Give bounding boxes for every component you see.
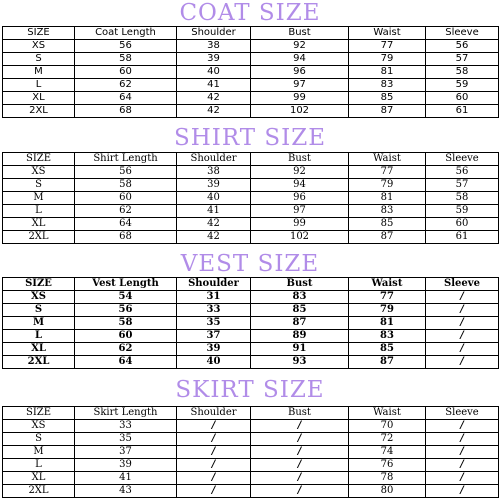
table-cell: 81: [349, 192, 426, 205]
table-cell: 68: [75, 231, 177, 244]
header-cell: Waist: [349, 278, 426, 291]
table-cell: 38: [177, 166, 251, 179]
table-cell: 38: [177, 40, 251, 53]
table-cell: /: [177, 446, 251, 459]
table-cell: 37: [177, 330, 251, 343]
table-cell: 62: [75, 343, 177, 356]
table-cell: 35: [75, 433, 177, 446]
table-cell: 83: [349, 205, 426, 218]
header-cell: Bust: [251, 27, 349, 40]
table-cell: S: [3, 304, 75, 317]
table-cell: 83: [251, 291, 349, 304]
header-cell: Shoulder: [177, 278, 251, 291]
table-cell: 74: [349, 446, 426, 459]
table-cell: 56: [426, 40, 499, 53]
header-cell: SIZE: [3, 407, 75, 420]
table-cell: 60: [75, 330, 177, 343]
table-cell: 72: [349, 433, 426, 446]
table-cell: 62: [75, 79, 177, 92]
table-row: [3, 179, 499, 192]
table-row: [3, 459, 499, 472]
table-cell: 2XL: [3, 231, 75, 244]
table-cell: 41: [177, 205, 251, 218]
table-cell: 2XL: [3, 356, 75, 369]
table-header-row: [3, 27, 499, 40]
table-cell: /: [426, 420, 499, 433]
table-row: [3, 304, 499, 317]
table-cell: /: [177, 433, 251, 446]
table-cell: 39: [75, 459, 177, 472]
table-cell: 68: [75, 105, 177, 118]
header-cell: Shoulder: [177, 27, 251, 40]
table-cell: 56: [75, 40, 177, 53]
header-cell: Bust: [251, 278, 349, 291]
table-cell: 87: [349, 105, 426, 118]
table-cell: /: [426, 472, 499, 485]
table-row: [3, 53, 499, 66]
table-cell: 58: [426, 66, 499, 79]
table-cell: 61: [426, 231, 499, 244]
table-cell: /: [177, 459, 251, 472]
table-cell: 94: [251, 53, 349, 66]
table-cell: /: [251, 420, 349, 433]
table-row: [3, 66, 499, 79]
table-row: [3, 218, 499, 231]
table-cell: 87: [349, 231, 426, 244]
table-cell: 89: [251, 330, 349, 343]
table-cell: 39: [177, 343, 251, 356]
table-cell: 64: [75, 92, 177, 105]
table-cell: 85: [349, 218, 426, 231]
table-cell: L: [3, 459, 75, 472]
table-row: [3, 485, 499, 498]
header-cell: SIZE: [3, 27, 75, 40]
header-cell: Sleeve: [426, 153, 499, 166]
table-header-row: [3, 278, 499, 291]
table-cell: 79: [349, 179, 426, 192]
table-cell: M: [3, 317, 75, 330]
table-cell: XL: [3, 343, 75, 356]
table-cell: 92: [251, 166, 349, 179]
table-cell: 40: [177, 66, 251, 79]
table-cell: 99: [251, 92, 349, 105]
header-cell: Shoulder: [177, 153, 251, 166]
table-cell: 96: [251, 192, 349, 205]
table-cell: 42: [177, 231, 251, 244]
table-cell: 85: [349, 92, 426, 105]
table-cell: 40: [177, 356, 251, 369]
table-cell: 60: [75, 66, 177, 79]
table-row: [3, 79, 499, 92]
table-cell: /: [177, 420, 251, 433]
table-cell: 56: [75, 304, 177, 317]
header-cell: Shirt Length: [75, 153, 177, 166]
shirt-size-table: [2, 152, 499, 244]
table-cell: 39: [177, 53, 251, 66]
table-cell: /: [177, 485, 251, 498]
table-cell: XS: [3, 420, 75, 433]
table-cell: 64: [75, 218, 177, 231]
table-cell: 57: [426, 179, 499, 192]
table-cell: 33: [177, 304, 251, 317]
table-cell: 57: [426, 53, 499, 66]
table-cell: 70: [349, 420, 426, 433]
header-cell: Bust: [251, 153, 349, 166]
table-cell: /: [426, 317, 499, 330]
shirt-size-title: SHIRT SIZE: [173, 125, 327, 151]
coat-size-title: COAT SIZE: [179, 0, 321, 26]
table-cell: 54: [75, 291, 177, 304]
table-row: [3, 205, 499, 218]
table-cell: XS: [3, 291, 75, 304]
table-cell: L: [3, 79, 75, 92]
table-row: [3, 356, 499, 369]
table-row: [3, 433, 499, 446]
table-cell: S: [3, 179, 75, 192]
table-cell: 59: [426, 205, 499, 218]
table-cell: 93: [251, 356, 349, 369]
table-cell: /: [426, 485, 499, 498]
table-cell: XS: [3, 166, 75, 179]
table-cell: /: [251, 446, 349, 459]
table-cell: 37: [75, 446, 177, 459]
table-cell: /: [426, 304, 499, 317]
table-cell: XL: [3, 472, 75, 485]
table-cell: 87: [251, 317, 349, 330]
table-cell: S: [3, 53, 75, 66]
skirt-size-table: [2, 406, 499, 498]
header-cell: Waist: [349, 27, 426, 40]
table-cell: 80: [349, 485, 426, 498]
table-cell: 39: [177, 179, 251, 192]
table-cell: 102: [251, 105, 349, 118]
table-cell: 83: [349, 330, 426, 343]
table-cell: /: [426, 330, 499, 343]
table-cell: 99: [251, 218, 349, 231]
table-cell: 58: [75, 53, 177, 66]
table-cell: /: [251, 459, 349, 472]
table-cell: 87: [349, 356, 426, 369]
table-row: [3, 472, 499, 485]
table-cell: 92: [251, 40, 349, 53]
table-cell: /: [251, 433, 349, 446]
table-cell: /: [426, 446, 499, 459]
header-cell: SIZE: [3, 278, 75, 291]
table-cell: 41: [75, 472, 177, 485]
table-cell: 96: [251, 66, 349, 79]
coat-size-table: [2, 26, 499, 118]
table-cell: 97: [251, 79, 349, 92]
table-cell: 43: [75, 485, 177, 498]
table-cell: 64: [75, 356, 177, 369]
table-row: [3, 40, 499, 53]
table-row: [3, 166, 499, 179]
table-row: [3, 291, 499, 304]
table-cell: 56: [426, 166, 499, 179]
vest-size-title: VEST SIZE: [180, 251, 320, 277]
header-cell: Shoulder: [177, 407, 251, 420]
skirt-size-title: SKIRT SIZE: [175, 377, 325, 403]
vest-size-table: [2, 277, 499, 369]
table-row: [3, 231, 499, 244]
table-cell: XS: [3, 40, 75, 53]
table-cell: 77: [349, 166, 426, 179]
table-cell: 102: [251, 231, 349, 244]
table-cell: 76: [349, 459, 426, 472]
table-cell: 56: [75, 166, 177, 179]
table-cell: 79: [349, 53, 426, 66]
table-row: [3, 343, 499, 356]
table-row: [3, 105, 499, 118]
table-cell: 58: [75, 179, 177, 192]
table-cell: /: [426, 433, 499, 446]
table-cell: L: [3, 205, 75, 218]
table-cell: XL: [3, 92, 75, 105]
header-cell: Coat Length: [75, 27, 177, 40]
table-row: [3, 192, 499, 205]
table-cell: 31: [177, 291, 251, 304]
table-cell: 42: [177, 105, 251, 118]
table-cell: XL: [3, 218, 75, 231]
table-header-row: [3, 407, 499, 420]
table-cell: 58: [426, 192, 499, 205]
header-cell: Sleeve: [426, 278, 499, 291]
table-cell: 79: [349, 304, 426, 317]
table-cell: 2XL: [3, 485, 75, 498]
table-cell: 91: [251, 343, 349, 356]
header-cell: Sleeve: [426, 27, 499, 40]
header-cell: SIZE: [3, 153, 75, 166]
table-cell: /: [251, 485, 349, 498]
table-cell: 35: [177, 317, 251, 330]
table-cell: 77: [349, 40, 426, 53]
table-row: [3, 446, 499, 459]
table-cell: /: [426, 291, 499, 304]
table-cell: 94: [251, 179, 349, 192]
table-header-row: [3, 153, 499, 166]
header-cell: Waist: [349, 407, 426, 420]
table-cell: 60: [426, 92, 499, 105]
table-cell: 81: [349, 66, 426, 79]
table-cell: /: [426, 343, 499, 356]
table-cell: 85: [251, 304, 349, 317]
table-cell: 33: [75, 420, 177, 433]
table-cell: 41: [177, 79, 251, 92]
table-cell: /: [426, 459, 499, 472]
table-cell: 78: [349, 472, 426, 485]
table-cell: S: [3, 433, 75, 446]
table-cell: 60: [75, 192, 177, 205]
table-cell: /: [251, 472, 349, 485]
table-cell: L: [3, 330, 75, 343]
table-row: [3, 330, 499, 343]
table-cell: 85: [349, 343, 426, 356]
table-row: [3, 92, 499, 105]
header-cell: Vest Length: [75, 278, 177, 291]
table-cell: M: [3, 446, 75, 459]
header-cell: Sleeve: [426, 407, 499, 420]
table-cell: 2XL: [3, 105, 75, 118]
header-cell: Waist: [349, 153, 426, 166]
header-cell: Bust: [251, 407, 349, 420]
table-cell: 42: [177, 218, 251, 231]
table-cell: /: [426, 356, 499, 369]
table-cell: 61: [426, 105, 499, 118]
table-cell: 59: [426, 79, 499, 92]
table-row: [3, 317, 499, 330]
table-cell: /: [177, 472, 251, 485]
table-cell: 81: [349, 317, 426, 330]
table-cell: M: [3, 66, 75, 79]
table-cell: 58: [75, 317, 177, 330]
table-cell: 62: [75, 205, 177, 218]
table-row: [3, 420, 499, 433]
table-cell: 60: [426, 218, 499, 231]
table-cell: M: [3, 192, 75, 205]
table-cell: 42: [177, 92, 251, 105]
table-cell: 97: [251, 205, 349, 218]
table-cell: 40: [177, 192, 251, 205]
table-cell: 77: [349, 291, 426, 304]
header-cell: Skirt Length: [75, 407, 177, 420]
table-cell: 83: [349, 79, 426, 92]
